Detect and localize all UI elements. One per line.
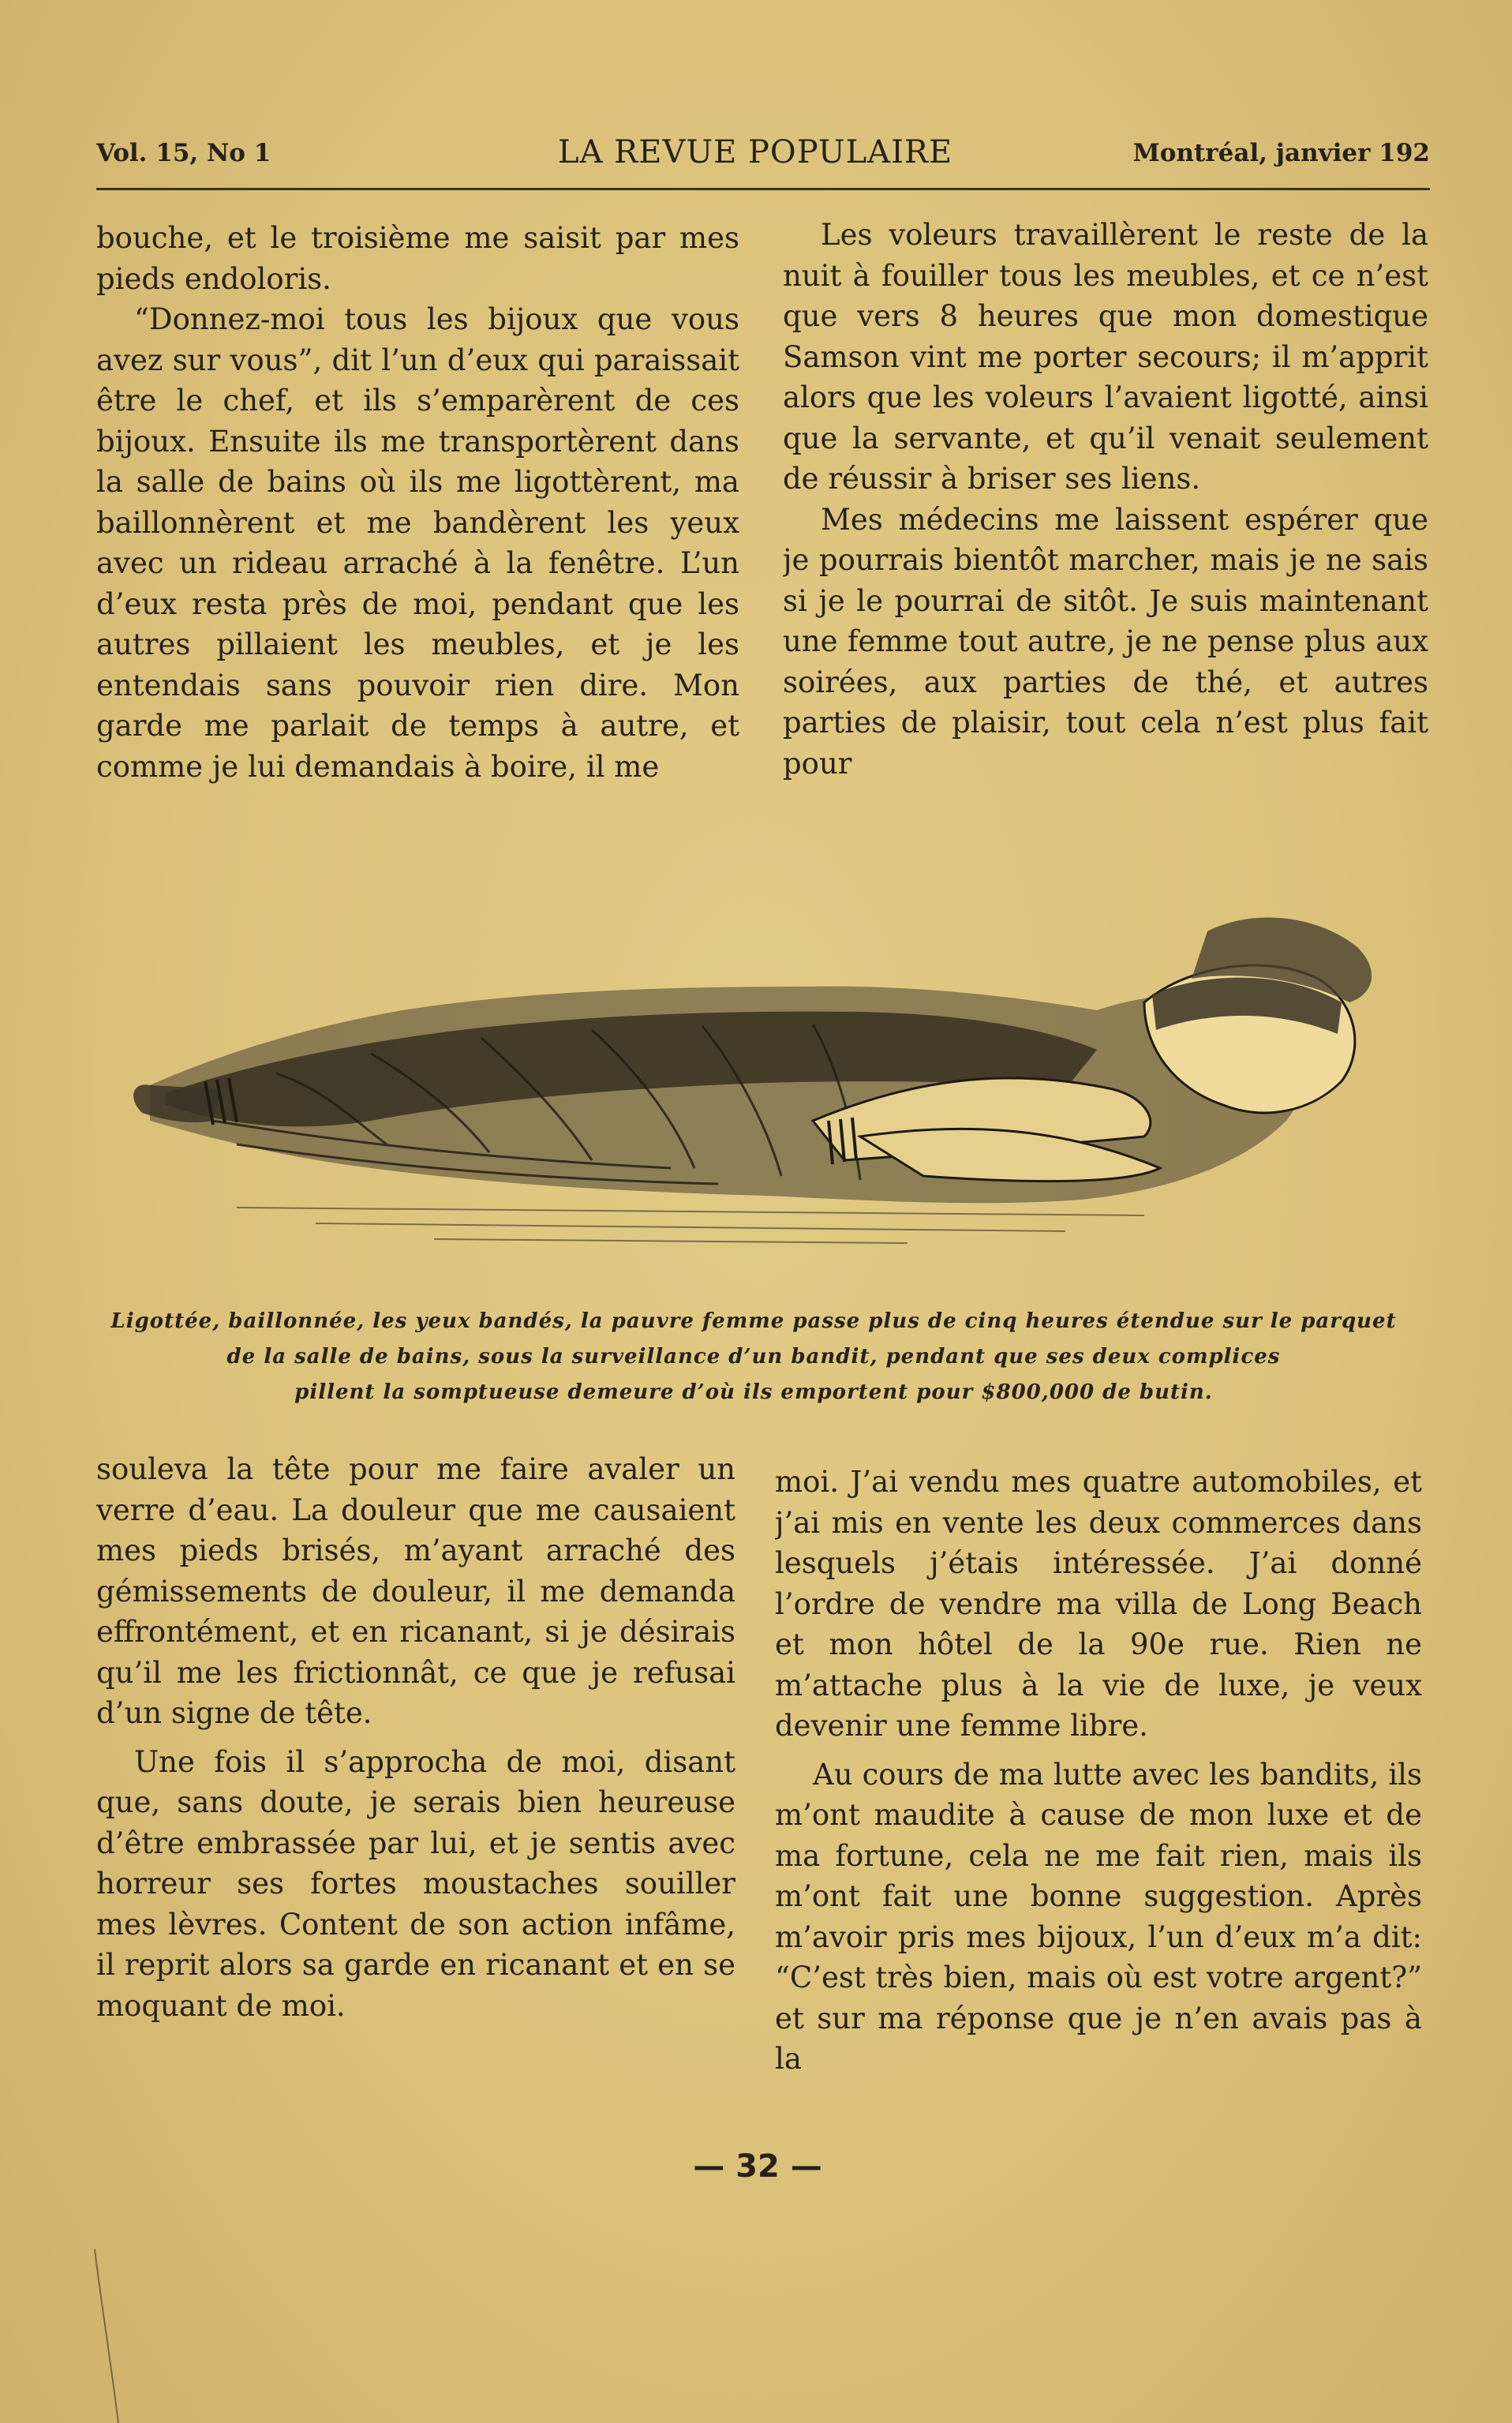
paragraph: Au cours de ma lutte avec les bandits, ils m’ont maudite à cause de mon luxe et de ma fortune, cela ne me fait rien, mais ils m’ont fait une bonne suggestion. Après m’avoir pris mes bijoux, l’un d’eux m’a dit: “C’est très bien, mais où est votre argent?” et sur ma réponse que je n’en avais pas à la — [775, 1757, 1422, 2076]
caption-line: pillent la somptueuse demeure d’où ils emportent pour $800,000 de butin. — [294, 1380, 1213, 1404]
paragraph: moi. J’ai vendu mes quatre automobiles, et j’ai mis en vente les deux commerces dans lesquels j’étais intéressée. J’ai donné l’ordre de vendre ma villa de Long Beach et mon hôtel de la 90e rue. Rien ne m’attache plus à la vie de luxe, je veux devenir une femme libre. — [775, 1465, 1422, 1743]
paragraph: Mes médecins me laissent espérer que je pourrais bientôt marcher, mais je ne sais si je le pourrai de sitôt. Je suis maintenant une femme tout autre, je ne pense plus aux soirées, aux parties de thé, et autres parties de plaisir, tout cela n’est plus fait pour — [783, 502, 1428, 781]
caption-line: Ligottée, baillonnée, les yeux bandés, la pauvre femme passe plus de cinq heures étendue sur le parquet — [110, 1309, 1397, 1333]
page-number: — 32 — — [693, 2148, 822, 2185]
paragraph: Les voleurs travaillèrent le reste de la nuit à fouiller tous les meubles, et ce n’est que vers 8 heures que mon domestique Samson vint me porter secours; il m’apprit alors que les voleurs l’avaient ligotté, ainsi que la servante, et qu’il venait seulement de réussir à briser ses liens. — [783, 218, 1428, 496]
volume-number: Vol. 15, No 1 — [96, 139, 271, 167]
paragraph: Une fois il s’approcha de moi, disant que, sans doute, je serais bien heureuse d’être embrassée par lui, et je sentis avec horreur ses fortes moustaches souiller mes lèvres. Content de son action infâme, il reprit alors sa garde en ricanant et en se moquant de moi. — [96, 1744, 735, 2023]
paragraph: “Donnez-moi tous les bijoux que vous avez sur vous”, dit l’un d’eux qui paraissait être le chef, et ils s’emparèrent de ces bijoux. Ensuite ils me transportèrent dans la salle de bains où ils me ligottèrent, ma baillonnèrent et me bandèrent les yeux avec un rideau arraché à la fenêtre. L’un d’eux resta près de moi, pendant que les autres pillaient les meubles, et je les entendais sans pouvoir rien dire. Mon garde me parlait de temps à autre, et comme je lui demandais à boire, il me — [96, 302, 739, 784]
caption-line: de la salle de bains, sous la surveillance d’un bandit, pendant que ses deux complices — [226, 1345, 1281, 1369]
publication-title: LA REVUE POPULAIRE — [558, 134, 953, 170]
paragraph: souleva la tête pour me faire avaler un verre d’eau. La douleur que me causaient mes pieds brisés, m’ayant arraché des gémissements de douleur, il me demanda effrontément, et en ricanant, si je désirais qu’il me les frictionnât, ce que je refusai d’un signe de tête. — [96, 1452, 735, 1730]
place-date: Montréal, janvier 192 — [1132, 139, 1430, 167]
paragraph: bouche, et le troisième me saisit par mes pieds endoloris. — [96, 221, 739, 296]
